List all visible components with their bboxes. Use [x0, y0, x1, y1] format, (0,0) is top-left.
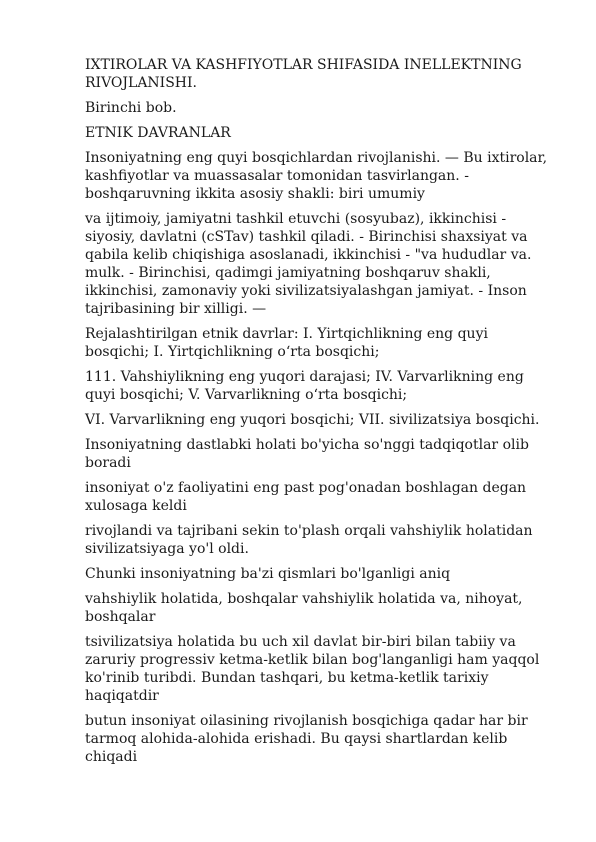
paragraph: 111. Vahshiylikning eng yuqori darajasi; IV. Varvarlikning eng quyi bosqichi; V. Varvarlikning o‘rta bosqichi;	[85, 369, 524, 403]
document-title: IXTIROLAR VA KASHFIYOTLAR SHIFASIDA INELLEKTNING RIVOJLANISHI.	[85, 57, 522, 91]
paragraph: butun insoniyat oilasining rivojlanish bosqichiga qadar har bir tarmoq alohida-alohida erishadi. Bu qaysi shartlardan kelib chiqadi	[85, 713, 528, 765]
paragraph: VI. Varvarlikning eng yuqori bosqichi; VII. sivilizatsiya bosqichi.	[85, 412, 540, 428]
paragraph: vahshiylik holatida, boshqalar vahshiylik holatida va, nihoyat, boshqalar	[85, 591, 523, 625]
document-page	[85, 56, 555, 773]
paragraph: tsivilizatsiya holatida bu uch xil davlat bir-biri bilan tabiiy va zaruriy progressiv ketma-ketlik bilan bog'langanligi ham yaqqol ko'rinib turibdi. Bundan tashqari, bu ketma-ketlik tarixiy haqiqatdir	[85, 634, 540, 704]
chapter-label: Birinchi bob.	[85, 100, 177, 116]
paragraph: Insoniyatning dastlabki holati bo'yicha so'nggi tadqiqotlar olib boradi	[85, 437, 529, 471]
paragraph: Rejalashtirilgan etnik davrlar: I. Yirtqichlikning eng quyi bosqichi; I. Yirtqichlikning o‘rta bosqichi;	[85, 326, 488, 360]
paragraph: Chunki insoniyatning ba'zi qismlari bo'lganligi aniq	[85, 566, 451, 582]
paragraph: rivojlandi va tajribani sekin to'plash orqali vahshiylik holatidan sivilizatsiyaga yo'l oldi.	[85, 523, 533, 557]
paragraph: insoniyat o'z faoliyatini eng past pog'onadan boshlagan degan xulosaga keldi	[85, 480, 527, 514]
chapter-title: ETNIK DAVRANLAR	[85, 125, 231, 141]
paragraph: va ijtimoiy, jamiyatni tashkil etuvchi (sosyubaz), ikkinchisi - siyosiy, davlatni (cSTav) tashkil qiladi. - Birinchisi shaxsiyat va qabila kelib chiqishiga asoslanadi, ikkinchisi - "va hududlar va. mulk. - Birinchisi, qadimgi jamiyatning boshqaruv shakli, ikkinchisi, zamonaviy yoki sivilizatsiyalashgan jamiyat. - Inson tajribasining bir xilligi. —	[85, 211, 532, 317]
paragraph: Insoniyatning eng quyi bosqichlardan rivojlanishi. — Bu ixtirolar, kashfiyotlar va muassasalar tomonidan tasvirlangan. - boshqaruvning ikkita asosiy shakli: biri umumiy	[85, 150, 548, 202]
